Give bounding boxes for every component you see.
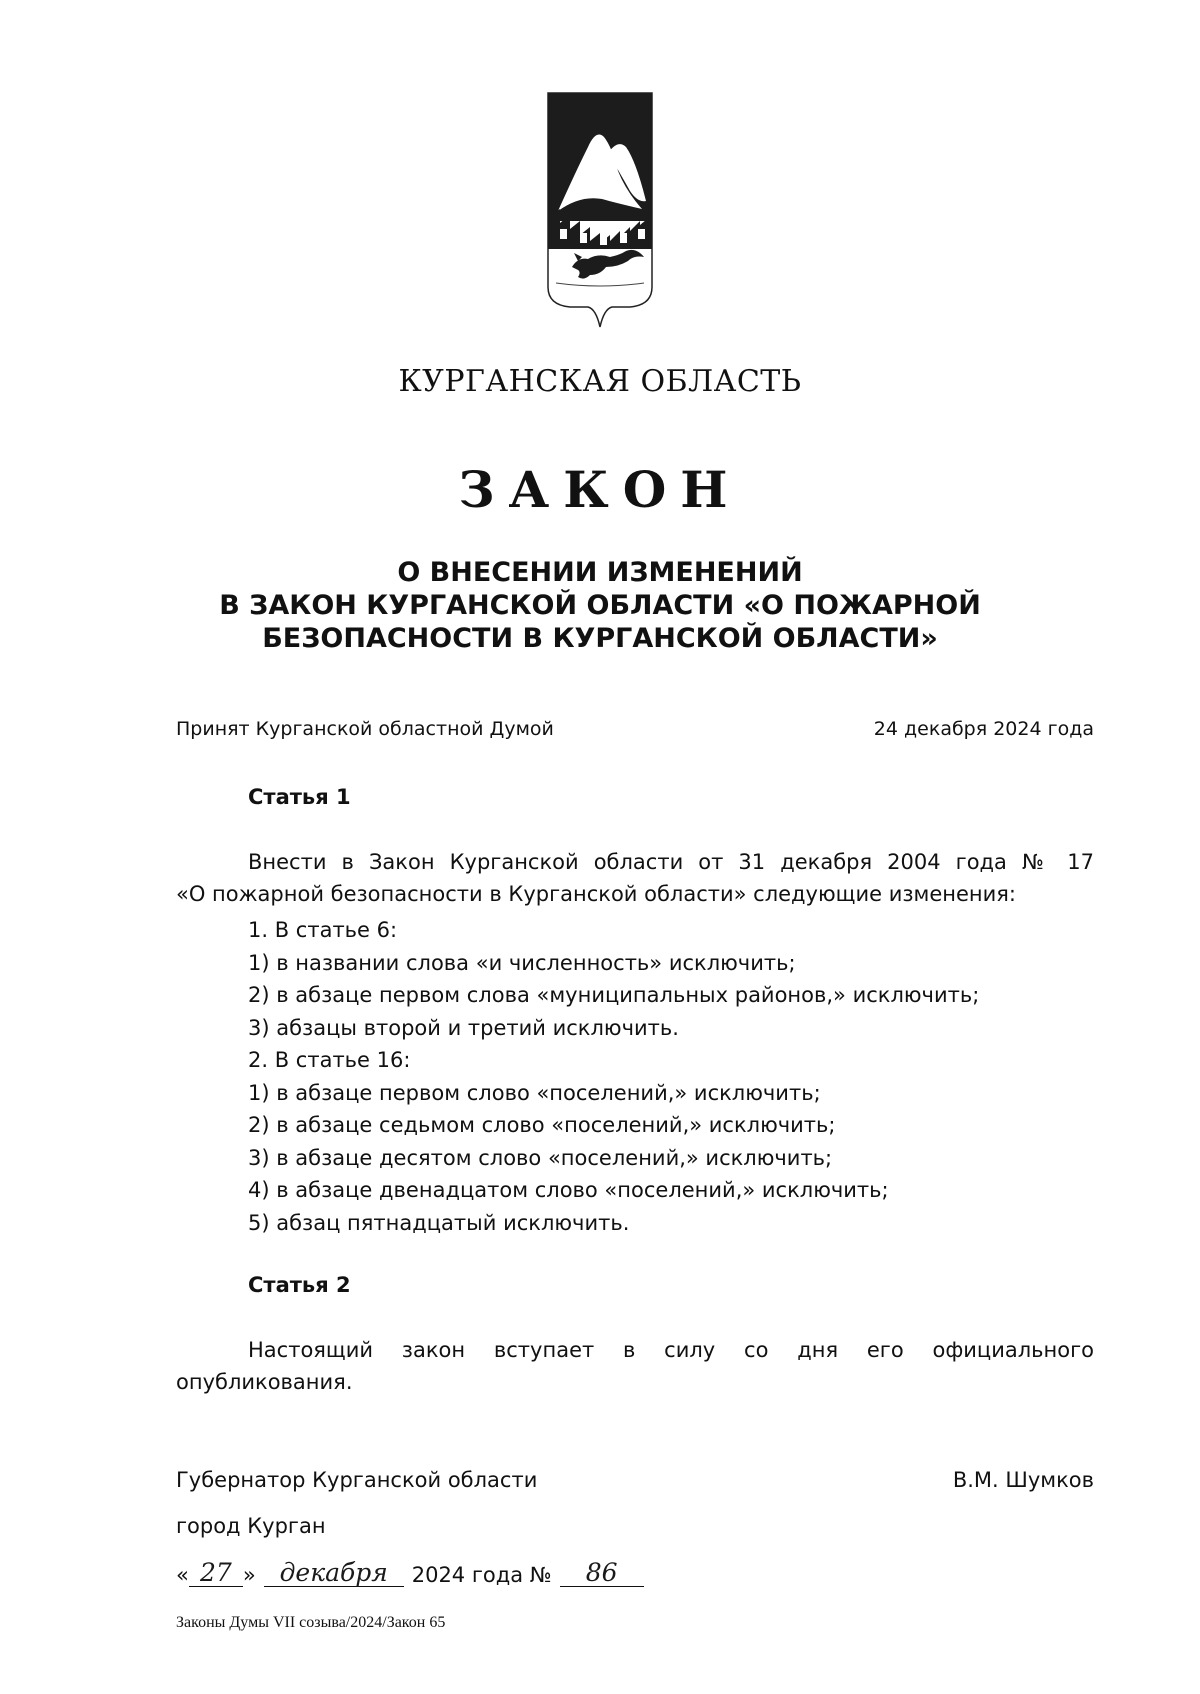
year-and-number-label: 2024 года № [411,1563,552,1587]
list-item: 1) в абзаце первом слово «поселений,» исключить; [248,1080,821,1105]
quote-open: « [176,1563,189,1587]
list-item: 3) абзацы второй и третий исключить. [248,1015,679,1040]
article-1-intro [176,846,1094,910]
paragraph-line: «О пожарной безопасности в Курганской области» следующие изменения: [176,882,1016,906]
article-1-heading: Статья 1 [248,785,351,809]
list-item: 4) в абзаце двенадцатом слово «поселений,» исключить; [248,1178,889,1202]
law-title-line: БЕЗОПАСНОСТИ В КУРГАНСКОЙ ОБЛАСТИ» [262,623,938,654]
handwritten-month: декабря [264,1560,404,1587]
quote-close: » [242,1563,256,1587]
list-item: 5) абзац пятнадцатый исключить. [248,1210,630,1235]
adopting-body: Принят Курганской областной Думой [176,718,554,740]
law-title [100,556,1100,655]
article-2-text [176,1334,1094,1398]
coat-of-arms-icon [546,91,654,329]
governor-title: Губернатор Курганской области [176,1468,538,1492]
region-name: КУРГАНСКАЯ ОБЛАСТЬ [398,364,802,399]
governor-name: В.М. Шумков [952,1468,1094,1492]
footer-reference: Законы Думы VII созыва/2024/Закон 65 [176,1614,446,1631]
list-item: 2) в абзаце первом слова «муниципальных районов,» исключить; [248,983,980,1007]
document-type: ЗАКОН [458,460,742,519]
paragraph-line: Настоящий закон вступает в силу со дня его официального [248,1338,1094,1362]
paragraph-line: опубликования. [176,1370,353,1394]
signing-city: город Курган [176,1514,326,1538]
list-item: 1. В статье 6: [248,918,398,942]
adoption-info [176,718,1094,740]
list-item: 2. В статье 16: [248,1048,411,1072]
article-1-items [248,914,979,1239]
adoption-date: 24 декабря 2024 года [873,718,1094,740]
law-title-line: В ЗАКОН КУРГАНСКОЙ ОБЛАСТИ «О ПОЖАРНОЙ [219,590,981,621]
law-title-line: О ВНЕСЕНИИ ИЗМЕНЕНИЙ [397,557,803,588]
list-item: 2) в абзаце седьмом слово «поселений,» исключить; [248,1113,836,1137]
list-item: 3) в абзаце десятом слово «поселений,» исключить; [248,1145,833,1170]
article-2-heading: Статья 2 [248,1273,351,1297]
signing-date-line [176,1560,644,1587]
list-item: 1) в названии слова «и численность» исключить; [248,950,796,975]
paragraph-line: Внести в Закон Курганской области от 31 декабря 2004 года № 17 [248,850,1094,874]
handwritten-day: 27 [189,1560,243,1587]
signature-block [176,1468,1094,1492]
handwritten-law-number: 86 [560,1560,644,1587]
